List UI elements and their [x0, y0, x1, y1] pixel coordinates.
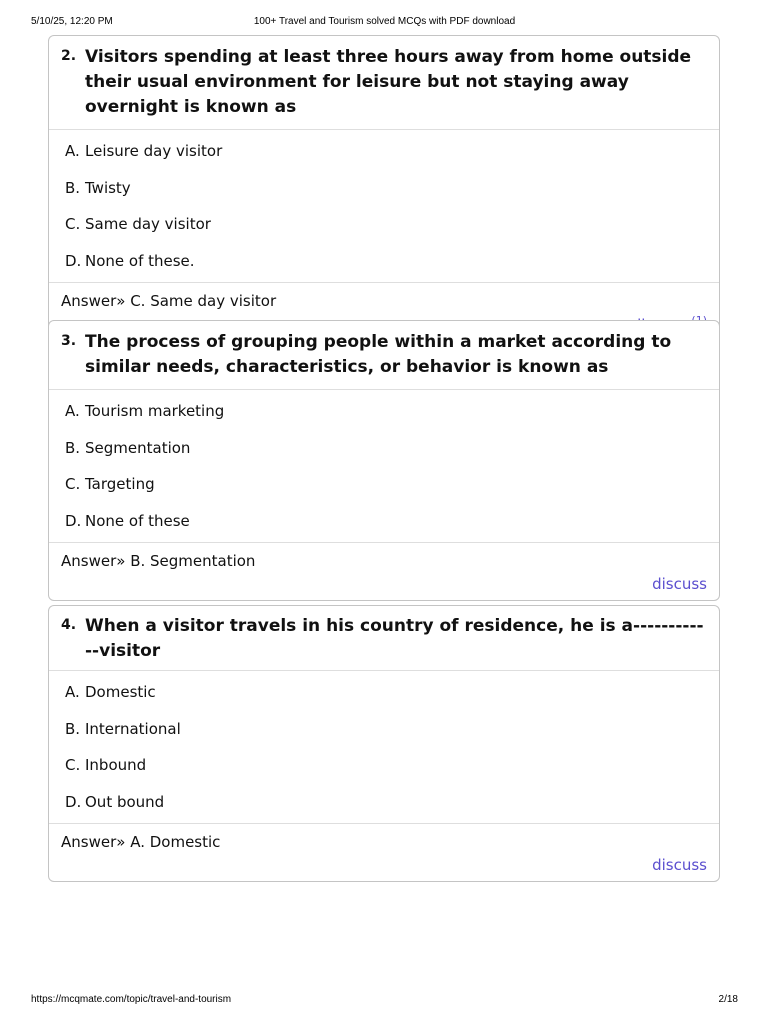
option-text: Leisure day visitor [85, 142, 223, 161]
option-label: A. [65, 683, 80, 702]
option-b[interactable] [49, 170, 719, 207]
question-text: The process of grouping people within a market according to similar needs, characteristics, or behavior is known as [85, 332, 672, 377]
option-text: International [85, 719, 181, 738]
discuss-row [49, 574, 719, 600]
print-footer [31, 994, 738, 1008]
question-number: 3. [61, 333, 77, 349]
question-header [49, 321, 719, 390]
option-a[interactable] [49, 674, 719, 711]
option-label: B. [65, 438, 81, 457]
option-text: Inbound [85, 756, 147, 775]
option-label: C. [65, 475, 81, 494]
option-b[interactable] [49, 430, 719, 467]
discuss-row [49, 855, 719, 881]
print-page-number: 2/18 [718, 994, 738, 1005]
answer-text: Answer» A. Domestic [61, 833, 221, 851]
option-label: C. [65, 215, 81, 234]
question-text: Visitors spending at least three hours away from home outside their usual environment for leisure but not staying away overnight is known as [85, 47, 692, 117]
print-header [31, 16, 738, 30]
option-list [49, 671, 719, 824]
option-d[interactable] [49, 784, 719, 821]
option-label: D. [65, 792, 82, 811]
option-label: C. [65, 756, 81, 775]
print-page-title: 100+ Travel and Tourism solved MCQs with PDF download [253, 16, 516, 27]
question-card [48, 320, 720, 601]
option-text: Out bound [85, 792, 165, 811]
option-text: Domestic [85, 683, 156, 702]
option-list [49, 390, 719, 543]
option-text: None of these. [85, 251, 195, 270]
option-a[interactable] [49, 133, 719, 170]
print-url: https://mcqmate.com/topic/travel-and-tourism [31, 994, 232, 1005]
answer-text: Answer» B. Segmentation [61, 552, 256, 570]
option-b[interactable] [49, 711, 719, 748]
option-text: Segmentation [85, 438, 191, 457]
question-number: 2. [61, 48, 77, 64]
discuss-link[interactable]: discuss [652, 575, 707, 593]
question-header [49, 606, 719, 671]
option-text: Twisty [85, 178, 131, 197]
option-d[interactable] [49, 503, 719, 540]
option-label: B. [65, 178, 81, 197]
option-label: A. [65, 142, 80, 161]
answer-text: Answer» C. Same day visitor [61, 292, 277, 310]
discuss-link[interactable]: discuss [652, 856, 707, 874]
option-label: D. [65, 511, 82, 530]
print-datetime: 5/10/25, 12:20 PM [31, 16, 113, 27]
option-text: Tourism marketing [85, 402, 225, 421]
option-list [49, 130, 719, 283]
question-header [49, 36, 719, 130]
question-card [48, 605, 720, 882]
option-text: Targeting [85, 475, 155, 494]
option-c[interactable] [49, 206, 719, 243]
question-card [48, 35, 720, 341]
option-d[interactable] [49, 243, 719, 280]
option-a[interactable] [49, 393, 719, 430]
option-text: None of these [85, 511, 190, 530]
option-label: B. [65, 719, 81, 738]
question-number: 4. [61, 617, 77, 633]
option-label: A. [65, 402, 80, 421]
option-label: D. [65, 251, 82, 270]
option-text: Same day visitor [85, 215, 211, 234]
option-c[interactable] [49, 466, 719, 503]
option-c[interactable] [49, 747, 719, 784]
question-text: When a visitor travels in his country of residence, he is a------------visitor [85, 616, 704, 661]
